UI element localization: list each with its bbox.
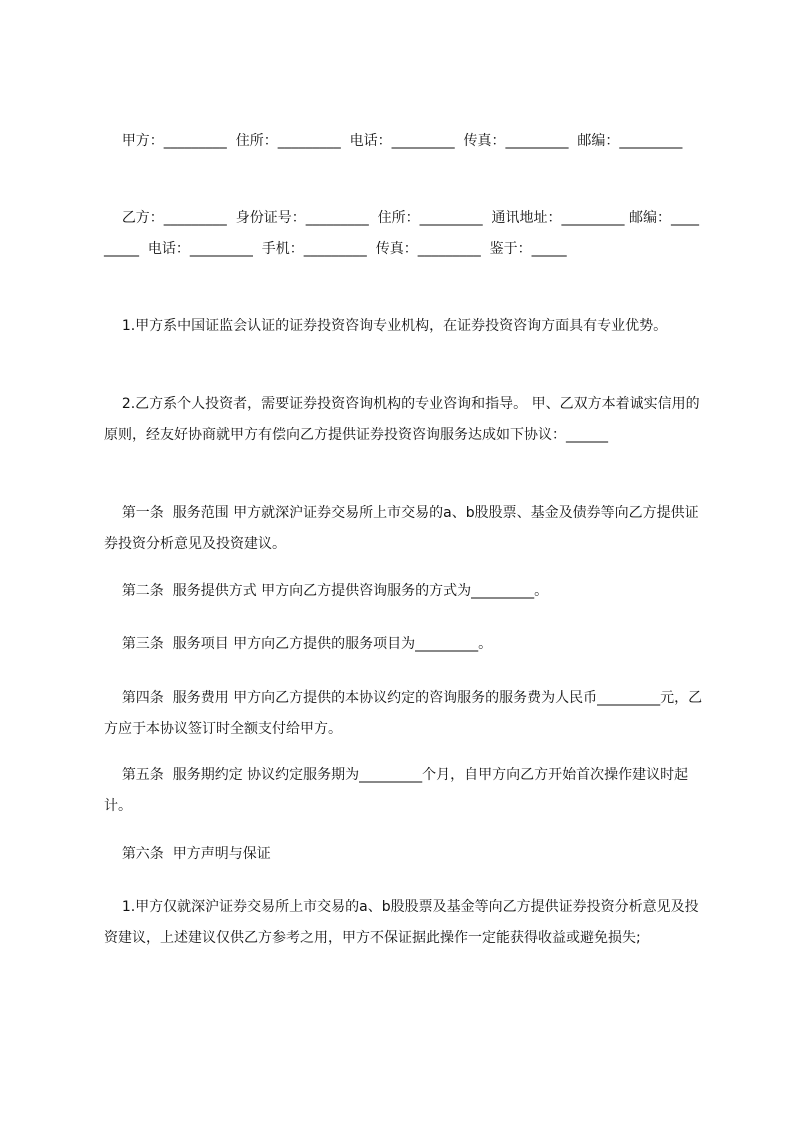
article-2: 第二条 服务提供方式 甲方向乙方提供咨询服务的方式为_________。 [104,583,549,599]
recital-1: 1.甲方系中国证监会认证的证券投资咨询专业机构，在证券投资咨询方面具有专业优势。 [104,318,668,334]
article-3: 第三条 服务项目 甲方向乙方提供的服务项目为_________。 [104,636,493,652]
recital-2: 2.乙方系个人投资者，需要证券投资咨询机构的专业咨询和指导。 甲、乙双方本着诚实信用的原则，经友好协商就甲方有偿向乙方提供证券投资咨询服务达成如下协议：______ [104,396,700,443]
party-a-info: 甲方：_________ 住所：_________ 电话：_________ 传真：_________ 邮编：_________ [104,133,683,149]
party-b-info: 乙方：_________ 身份证号：_________ 住所：_________ 通讯地址：_________ 邮编：_________ 电话：_________ 手机：_________ 传真：_________ 鉴于：_____ [104,210,699,257]
article-1: 第一条 服务范围 甲方就深沪证券交易所上市交易的a、b股股票、基金及债券等向乙方提供证券投资分析意见及投资建议。 [104,505,699,552]
article-5: 第五条 服务期约定 协议约定服务期为_________个月，自甲方向乙方开始首次操作建议时起计。 [104,767,689,814]
article-6-clause-1: 1.甲方仅就深沪证券交易所上市交易的a、b股股票及基金等向乙方提供证券投资分析意见及投资建议，上述建议仅供乙方参考之用，甲方不保证据此操作一定能获得收益或避免损失; [104,899,699,946]
article-6-heading: 第六条 甲方声明与保证 [104,846,271,862]
article-4: 第四条 服务费用 甲方向乙方提供的本协议约定的咨询服务的服务费为人民币_________元，乙方应于本协议签订时全额支付给甲方。 [104,690,703,737]
